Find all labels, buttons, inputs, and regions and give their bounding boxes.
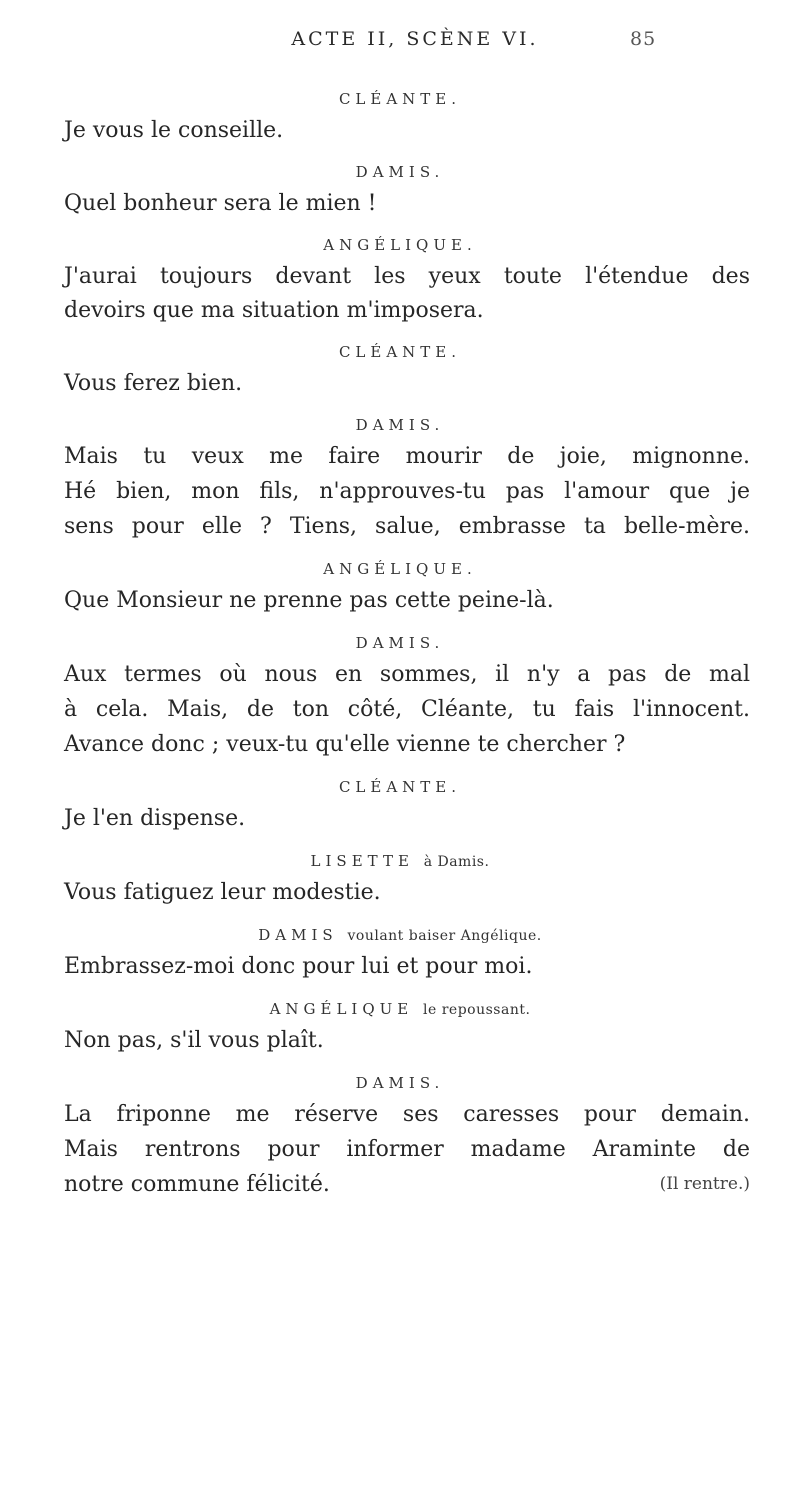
speaker-name: CLÉANTE.: [338, 778, 462, 796]
speaker-name: DAMIS.: [355, 634, 445, 652]
running-title: ACTE II, SCÈNE VI.: [291, 28, 539, 50]
dialogue-line: devoirs que ma situation m'imposera.: [64, 298, 484, 323]
speaker-heading: [0, 852, 800, 870]
speaker-name: DAMIS.: [355, 416, 445, 434]
running-head: [0, 28, 800, 58]
speaker-name: CLÉANTE.: [338, 343, 462, 361]
dialogue-line: Hé bien, mon fils, n'approuves-tu pas l'amour que je: [64, 479, 750, 504]
dialogue-line: Quel bonheur sera le mien !: [64, 191, 377, 216]
dialogue-line: Non pas, s'il vous plaît.: [64, 1028, 324, 1053]
exit-direction: (Il rentre.): [659, 1174, 750, 1194]
speaker-name: CLÉANTE.: [338, 90, 462, 108]
speaker-heading: [0, 1000, 800, 1018]
dialogue-line: Je l'en dispense.: [64, 806, 246, 831]
dialogue-line: sens pour elle ? Tiens, salue, embrasse ta belle-mère.: [64, 514, 750, 539]
speaker-name: DAMIS: [258, 926, 338, 944]
dialogue-line: La friponne me réserve ses caresses pour demain.: [64, 1102, 750, 1127]
page-number: 85: [630, 28, 657, 50]
dialogue-line: Mais tu veux me faire mourir de joie, mignonne.: [64, 444, 750, 469]
speaker-name: ANGÉLIQUE: [269, 1000, 414, 1018]
dialogue-line: Je vous le conseille.: [64, 118, 284, 143]
dialogue-line: Mais rentrons pour informer madame Araminte de: [64, 1137, 750, 1162]
dialogue-line: à cela. Mais, de ton côté, Cléante, tu fais l'innocent.: [64, 697, 750, 722]
dialogue-line: Aux termes où nous en sommes, il n'y a pas de mal: [64, 662, 750, 687]
dialogue-line: notre commune félicité.: [64, 1172, 330, 1197]
dialogue-line: J'aurai toujours devant les yeux toute l'étendue des: [64, 264, 750, 289]
stage-direction: à Damis.: [423, 854, 490, 870]
dialogue-line: Avance donc ; veux-tu qu'elle vienne te chercher ?: [64, 732, 626, 757]
speaker-name: LISETTE: [310, 852, 414, 870]
speaker-heading: [0, 926, 800, 944]
speaker-name: ANGÉLIQUE.: [323, 560, 477, 578]
dialogue-line: Vous ferez bien.: [64, 371, 243, 396]
stage-direction: le repoussant.: [423, 1002, 531, 1018]
speaker-name: ANGÉLIQUE.: [323, 236, 477, 254]
dialogue-last-line: [64, 1174, 750, 1196]
stage-direction: voulant baiser Angélique.: [347, 928, 542, 944]
speaker-name: DAMIS.: [355, 1074, 445, 1092]
speaker-name: DAMIS.: [355, 163, 445, 181]
dialogue-line: Que Monsieur ne prenne pas cette peine-là.: [64, 588, 554, 613]
dialogue-line: Vous fatiguez leur modestie.: [64, 880, 381, 905]
dialogue-line: Embrassez-moi donc pour lui et pour moi.: [64, 954, 533, 979]
